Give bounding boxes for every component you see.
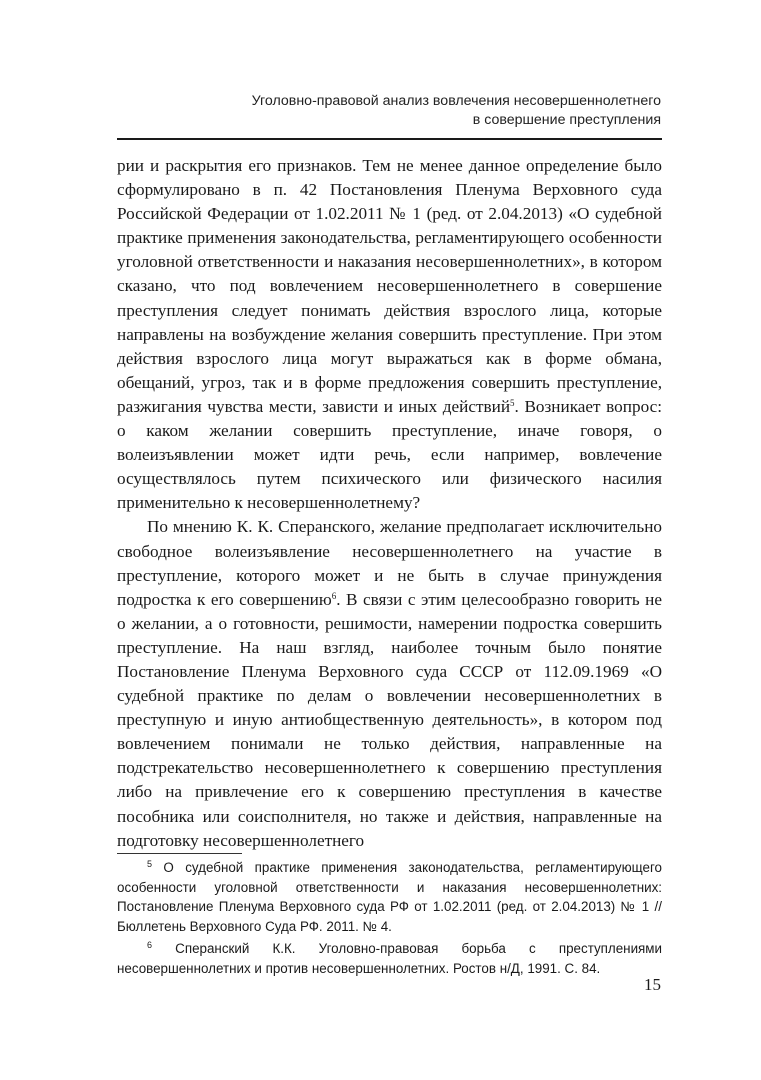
running-head-line-2: в совершение преступления — [472, 112, 661, 128]
paragraph-2-text-b: . В связи с этим целесообразно говорить не о желании, а о готовности, решимости, намерении подростка совершить преступление. На наш взгляд, наиболее точным было понятие Постановление Пленума Верховного суда СССР от 112.09.1969 «О судебной практике по делам о вовлечении несовершеннолетних в преступную и иную антиобщественную деятельность», в котором под вовлечением понимали не только действия, направленные на подстрекательство несовершеннолетнего к совершению преступления либо на привлечение его к совершению преступления в качестве пособника или соисполнителя, но также и действия, направленные на подготовку несовершеннолетнего — [117, 589, 662, 850]
footnote-5-mark: 5 — [147, 859, 153, 869]
footnote-ref-6: 6 — [331, 590, 337, 601]
paragraph-1 — [117, 154, 662, 515]
running-head-line-1: Уголовно-правовой анализ вовлечения несовершеннолетнего — [251, 93, 661, 109]
footnote-6-text: Сперанский К.К. Уголовно-правовая борьба с преступлениями несовершеннолетних и против несовершеннолетних. Ростов н/Д, 1991. С. 84. — [117, 941, 662, 976]
footnote-5 — [117, 858, 662, 936]
paragraph-2 — [117, 515, 662, 852]
paragraph-1-text-b: . Возникает вопрос: о каком желании совершить преступление, иначе говоря, о волеизъявлении может идти речь, если например, вовлечение осуществлялось путем психического или физического насилия применительно к несовершеннолетнему? — [117, 396, 662, 513]
header-rule — [117, 138, 662, 140]
paragraph-2-text-a: По мнению К. К. Сперанского, желание предполагает исключительно свободное волеизъявление несовершеннолетнего на участие в преступление, которого может и не быть в случае принуждения подростка к его совершению — [117, 517, 662, 609]
footnote-5-text: О судебной практике применения законодательства, регламентирующего особенности уголовной ответственности и наказания несовершеннолетних: Постановление Пленума Верховного суда РФ от 1.02.2011 (ред. от 2.04.2013) № 1 // Бюллетень Верховного Суда РФ. 2011. № 4. — [117, 860, 662, 934]
running-head — [141, 92, 661, 130]
footnote-separator — [117, 853, 242, 854]
footnotes — [117, 858, 662, 981]
page-number: 15 — [644, 975, 661, 994]
footnote-6 — [117, 939, 662, 978]
main-text — [117, 154, 662, 853]
footnote-ref-5: 5 — [510, 397, 515, 408]
footnote-6-mark: 6 — [147, 940, 153, 950]
paragraph-1-text-a: рии и раскрытия его признаков. Тем не менее данное определение было сформулировано в п. 42 Постановления Пленума Верховного суда Российской Федерации от 1.02.2011 № 1 (ред. от 2.04.2013) «О судебной практике применения законодательства, регламентирующего особенности уголовной ответственности и наказания несовершеннолетних», в котором сказано, что под вовлечением несовершеннолетнего в совершение преступления следует понимать действия взрослого лица, которые направлены на возбуждение желания совершить преступление. При этом действия взрослого лица могут выражаться как в форме обмана, обещаний, угроз, так и в форме предложения совершить преступление, разжигания чувства мести, зависти и иных действий — [117, 156, 662, 416]
